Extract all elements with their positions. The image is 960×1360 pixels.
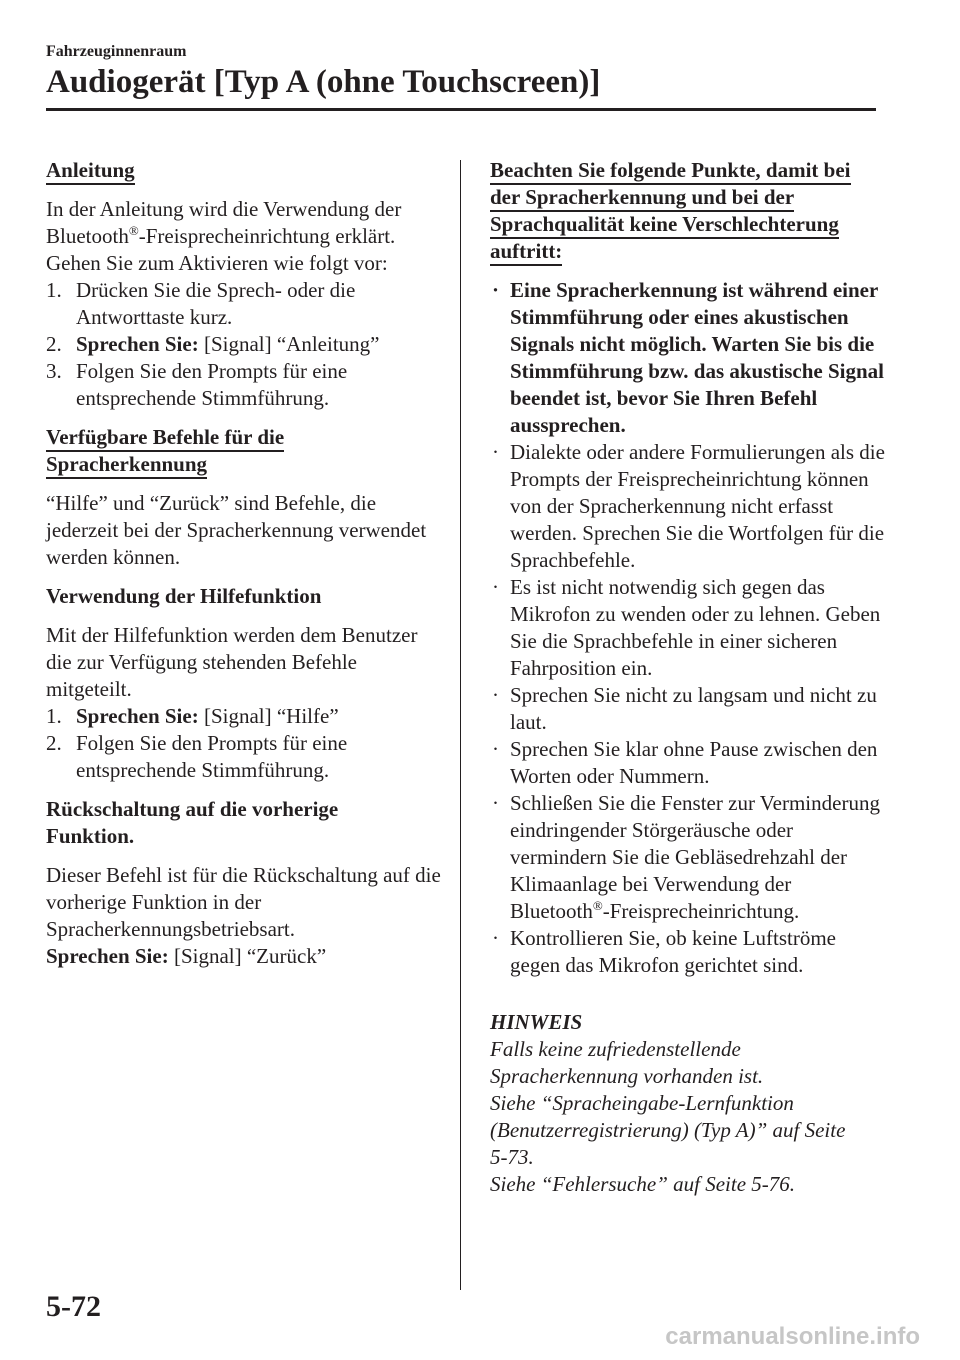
list-item: 1. Drücken Sie die Sprech- oder die Antworttaste kurz. <box>46 278 356 329</box>
steps-anleitung <box>46 277 446 412</box>
page-title: Audiogerät [Typ A (ohne Touchscreen)] <box>46 64 601 100</box>
note-text: Falls keine zufriedenstellende Spracherkennung vorhanden ist. Siehe “Spracheingabe-Lernfunktion (Benutzerregistrierung) (Typ A)” auf Seite 5-73. Siehe “Fehlersuche” auf Seite 5-76. <box>490 1037 846 1196</box>
heading-hilfefunktion: Verwendung der Hilfefunktion <box>46 584 322 608</box>
registered-mark: ® <box>128 223 139 238</box>
note-heading: HINWEIS <box>490 1010 583 1034</box>
list-item: · Sprechen Sie nicht zu langsam und nicht zu laut. <box>492 683 877 734</box>
bullet-mark: · <box>492 926 499 950</box>
bullet-mark: · <box>492 575 499 599</box>
list-item: 1. Sprechen Sie: [Signal] “Hilfe” <box>46 704 339 728</box>
bullet-mark: · <box>492 683 499 707</box>
title-rule <box>46 108 876 111</box>
list-item: · Schließen Sie die Fenster zur Verminderung eindringender Störgeräusche oder vermindern Sie die Gebläsedrehzahl der Klimaanlage bei Verwendung der Bluetooth®-Freisprecheinrichtung. <box>492 791 880 923</box>
heading-anleitung: Anleitung <box>46 157 446 184</box>
intro-paragraph: In der Anleitung wird die Verwendung der Bluetooth®-Freisprecheinrichtung erklärt. <box>46 197 402 248</box>
rueckschaltung-paragraph: Dieser Befehl ist für die Rückschaltung auf die vorherige Funktion in der Spracherkennungsbetriebsart. <box>46 863 441 941</box>
hinweis-bullet-list <box>490 277 890 979</box>
list-item: · Es ist nicht notwendig sich gegen das Mikrofon zu wenden oder zu lehnen. Geben Sie die Sprachbefehle in einer sicheren Fahrposition ein. <box>492 575 881 680</box>
befehle-paragraph: “Hilfe” und “Zurück” sind Befehle, die jederzeit bei der Spracherkennung verwendet werden können. <box>46 491 427 569</box>
watermark: carmanualsonline.info <box>665 1323 920 1350</box>
list-item: 2. Folgen Sie den Prompts für eine entsprechende Stimmführung. <box>46 731 348 782</box>
section-label: Fahrzeuginnenraum <box>46 43 187 60</box>
left-column <box>46 157 446 970</box>
heading-verfuegbare-befehle: Verfügbare Befehle für die Spracherkennung <box>46 424 446 478</box>
page-number: 5-72 <box>46 1290 101 1323</box>
list-item: 2. Sprechen Sie: [Signal] “Anleitung” <box>46 332 380 356</box>
heading-rueckschaltung: Rückschaltung auf die vorherige Funktion. <box>46 797 339 848</box>
bullet-mark: · <box>492 278 500 302</box>
right-column <box>490 157 890 1198</box>
list-item: · Eine Spracherkennung ist während einer Stimmführung oder eines akustischen Signals nicht möglich. Warten Sie bis die Stimmführung bzw. das akustische Signal beendet ist, bevor Sie Ihren Befehl aussprechen. <box>492 278 885 437</box>
speak-instruction: Sprechen Sie: [Signal] “Zurück” <box>46 944 327 968</box>
steps-hilfe <box>46 703 446 784</box>
list-item: · Kontrollieren Sie, ob keine Luftströme gegen das Mikrofon gerichtet sind. <box>492 926 837 977</box>
bullet-mark: · <box>492 440 499 464</box>
list-item: · Sprechen Sie klar ohne Pause zwischen den Worten oder Nummern. <box>492 737 878 788</box>
bullet-mark: · <box>492 737 499 761</box>
heading-hinweise-spracherkennung: Beachten Sie folgende Punkte, damit bei der Spracherkennung und bei der Sprachqualität keine Verschlechterung auftritt: <box>490 157 890 265</box>
registered-mark: ® <box>592 898 603 913</box>
list-item: 3. Folgen Sie den Prompts für eine entsprechende Stimmführung. <box>46 359 348 410</box>
column-divider <box>460 160 461 1290</box>
intro-instruction: Gehen Sie zum Aktivieren wie folgt vor: <box>46 251 388 275</box>
list-item: · Dialekte oder andere Formulierungen als die Prompts der Freisprecheinrichtung können von der Spracherkennung nicht erfasst werden. Sprechen Sie die Wortfolgen für die Sprachbefehle. <box>492 440 885 572</box>
hilfe-paragraph: Mit der Hilfefunktion werden dem Benutzer die zur Verfügung stehenden Befehle mitgeteilt. <box>46 623 418 701</box>
bullet-mark: · <box>492 791 499 815</box>
